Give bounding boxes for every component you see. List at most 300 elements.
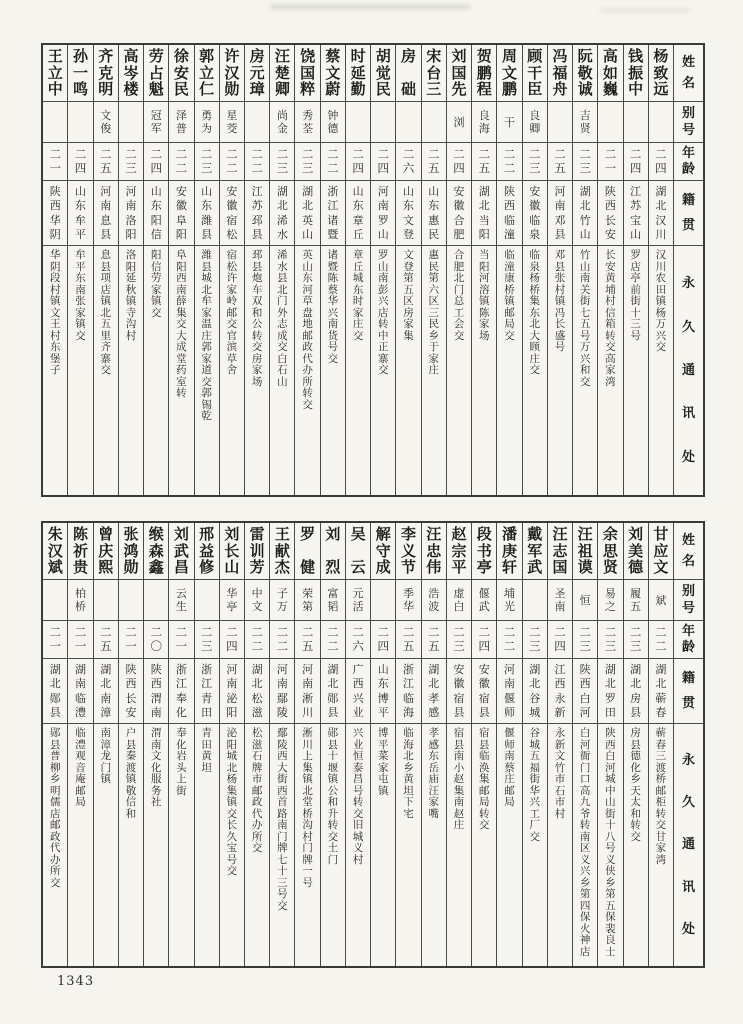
glyph: 汉 — [655, 213, 667, 227]
glyph: 化 — [176, 738, 187, 751]
glyph: 博 — [378, 727, 389, 739]
glyph: 转 — [378, 318, 389, 330]
glyph: 四 — [74, 160, 87, 175]
glyph: 牟 — [75, 249, 86, 261]
person-age — [169, 621, 193, 659]
person-alias — [270, 102, 294, 143]
glyph: 三 — [655, 750, 667, 762]
glyph: 江 — [175, 677, 187, 691]
person-column — [496, 523, 521, 966]
glyph: 山 — [378, 260, 389, 273]
glyph: 成 — [375, 558, 391, 576]
glyph: 卿 — [274, 80, 290, 98]
glyph: 一 — [49, 160, 61, 175]
person-name — [220, 523, 244, 580]
glyph: 致 — [653, 63, 669, 82]
glyph: 牌 — [277, 842, 288, 854]
glyph: 爷 — [579, 807, 591, 820]
glyph: 柜 — [655, 796, 667, 808]
glyph: 华 — [327, 295, 339, 307]
person-alias — [220, 102, 244, 143]
glyph: 鹏 — [476, 63, 492, 82]
glyph: 西 — [605, 738, 616, 751]
person-address — [94, 724, 118, 966]
glyph: 二 — [150, 625, 162, 639]
glyph: 第 — [403, 272, 414, 284]
glyph: 镇 — [504, 295, 515, 307]
glyph: 安 — [453, 662, 465, 676]
glyph: 政 — [251, 796, 263, 808]
glyph: 刘 — [628, 525, 644, 543]
person-name — [649, 523, 673, 580]
glyph: 青 — [201, 727, 212, 739]
glyph: 四 — [554, 638, 566, 653]
person-origin — [144, 659, 168, 724]
glyph: 石 — [554, 784, 566, 797]
scan-artifact — [270, 5, 470, 9]
glyph: 久 — [681, 319, 695, 335]
glyph: 山 — [302, 260, 313, 273]
glyph: 当 — [478, 249, 490, 261]
glyph: 北 — [655, 677, 667, 691]
glyph: 孝 — [428, 727, 440, 739]
glyph: 健 — [300, 558, 316, 576]
person-column — [597, 523, 622, 966]
glyph: 明 — [98, 80, 114, 98]
glyph: 县 — [554, 260, 566, 273]
glyph: 久 — [681, 795, 695, 811]
glyph: 罗 — [630, 249, 641, 261]
glyph: 孝 — [428, 691, 440, 705]
person-column — [345, 523, 370, 966]
person-origin — [169, 181, 193, 246]
person-name — [68, 523, 92, 580]
glyph: 五 — [301, 638, 314, 653]
glyph: 江 — [251, 184, 263, 198]
glyph: 光 — [503, 600, 515, 613]
glyph: 肥 — [453, 260, 465, 273]
person-name — [624, 45, 648, 102]
glyph: 平 — [451, 558, 467, 576]
person-alias — [649, 102, 673, 143]
glyph: 兴 — [529, 796, 540, 808]
person-origin — [396, 659, 420, 724]
glyph: 临 — [529, 249, 540, 261]
glyph: 三 — [528, 160, 541, 175]
glyph: 乡 — [579, 876, 591, 889]
glyph: 松 — [226, 260, 238, 273]
glyph: 丘 — [352, 228, 364, 242]
glyph: 工 — [453, 306, 465, 319]
person-column — [320, 45, 345, 495]
glyph: 二 — [352, 147, 364, 161]
glyph: 勇 — [201, 109, 213, 122]
glyph: 四 — [478, 638, 490, 653]
glyph: 活 — [352, 600, 364, 613]
person-alias — [346, 102, 370, 143]
person-alias — [598, 102, 622, 143]
glyph: 三 — [630, 318, 641, 330]
glyph: 泽 — [175, 109, 187, 122]
person-alias — [624, 580, 648, 621]
glyph: 明 — [50, 784, 61, 797]
person-column — [269, 523, 294, 966]
person-alias — [472, 102, 496, 143]
person-address — [573, 246, 597, 495]
glyph: 西 — [49, 199, 61, 213]
glyph: 浙 — [201, 662, 213, 676]
glyph: 二 — [579, 625, 591, 639]
person-origin — [649, 659, 673, 724]
glyph: 渡 — [125, 761, 137, 774]
glyph: 西 — [503, 199, 515, 213]
person-name — [649, 45, 673, 102]
glyph: 偃 — [503, 691, 515, 705]
glyph: 和 — [327, 796, 339, 808]
glyph: 村 — [554, 807, 566, 820]
person-origin — [447, 659, 471, 724]
glyph: 镇 — [226, 796, 238, 808]
person-origin — [447, 181, 471, 246]
glyph: 门 — [100, 761, 111, 774]
glyph: 交 — [201, 375, 212, 388]
glyph: 交 — [226, 318, 238, 330]
person-origin — [245, 659, 269, 724]
glyph: 下 — [403, 796, 414, 808]
glyph: 永 — [681, 276, 695, 292]
glyph: 邓 — [554, 213, 566, 227]
person-name — [548, 45, 572, 102]
glyph: 南 — [377, 199, 389, 213]
glyph: 础 — [401, 80, 417, 98]
person-name — [497, 45, 521, 102]
glyph: 四 — [629, 160, 642, 175]
glyph: 堡 — [50, 352, 61, 365]
glyph: 镇 — [150, 295, 162, 307]
glyph: 化 — [150, 761, 162, 774]
glyph: 项 — [100, 272, 111, 284]
person-alias — [68, 102, 92, 143]
glyph: 华 — [226, 587, 238, 600]
glyph: 草 — [226, 352, 238, 365]
person-column — [623, 45, 648, 495]
glyph: 金 — [276, 122, 288, 135]
glyph: 县 — [478, 738, 490, 751]
glyph: 舟 — [552, 80, 568, 98]
glyph: 三 — [125, 160, 137, 175]
person-address — [195, 724, 219, 966]
person-column — [67, 45, 92, 495]
glyph: 五 — [99, 638, 112, 653]
glyph: 永 — [554, 727, 566, 739]
glyph: 区 — [579, 842, 591, 854]
header-address-label — [674, 246, 703, 495]
person-name — [295, 45, 319, 102]
glyph: 滨 — [226, 341, 238, 353]
glyph: 九 — [579, 796, 591, 808]
glyph: 泌 — [226, 691, 238, 705]
glyph: 二 — [377, 147, 390, 161]
person-name — [371, 45, 395, 102]
glyph: 村 — [125, 329, 137, 342]
person-age — [270, 621, 294, 659]
glyph: 南 — [176, 283, 187, 296]
glyph: 彭 — [378, 283, 389, 296]
glyph: 训 — [249, 541, 265, 560]
glyph: 代 — [251, 807, 263, 820]
glyph: 临 — [403, 727, 414, 739]
glyph: 诸 — [327, 213, 339, 227]
glyph: 松 — [251, 727, 263, 739]
person-name — [119, 523, 143, 580]
glyph: 张 — [123, 525, 139, 543]
person-age — [43, 143, 67, 181]
glyph: 立 — [47, 63, 63, 82]
glyph: 四 — [377, 638, 390, 653]
glyph: 名 — [681, 76, 695, 92]
glyph: 春 — [655, 738, 667, 751]
glyph: 宝 — [630, 213, 642, 227]
glyph: 三 — [276, 160, 289, 175]
glyph: 陈 — [478, 306, 490, 319]
glyph: 转 — [630, 819, 641, 831]
glyph: 二 — [377, 625, 390, 639]
glyph: 白 — [579, 691, 591, 705]
person-column — [421, 45, 446, 495]
glyph: 苏 — [251, 199, 263, 213]
glyph: 生 — [175, 600, 187, 613]
glyph: 雷 — [249, 525, 265, 543]
person-alias — [371, 580, 395, 621]
glyph: 第 — [302, 600, 314, 613]
glyph: 阮 — [577, 47, 593, 65]
glyph: 县 — [630, 706, 642, 720]
glyph: 前 — [630, 283, 641, 296]
glyph: 田 — [604, 706, 616, 720]
person-address — [447, 724, 471, 966]
glyph: 贯 — [681, 695, 695, 711]
glyph: 西 — [277, 750, 288, 762]
glyph: 店 — [579, 945, 591, 958]
glyph: 三 — [277, 876, 288, 889]
glyph: 北 — [49, 677, 61, 691]
person-name — [144, 523, 168, 580]
glyph: 义 — [605, 853, 616, 866]
glyph: 安 — [125, 706, 137, 720]
glyph: 贯 — [681, 217, 695, 233]
person-origin — [598, 181, 622, 246]
glyph: 立 — [199, 63, 215, 82]
person-column — [471, 523, 496, 966]
glyph: 杨 — [529, 272, 540, 284]
glyph: 罗 — [378, 249, 389, 261]
glyph: 店 — [50, 807, 61, 820]
person-age — [119, 621, 143, 659]
glyph: 楚 — [274, 63, 290, 82]
glyph: 二 — [503, 147, 516, 161]
glyph: 北 — [453, 272, 465, 284]
glyph: 陕 — [605, 727, 616, 739]
header-name-label — [674, 45, 703, 102]
glyph: 门 — [277, 295, 288, 307]
glyph: 通 — [681, 362, 695, 378]
glyph: 二 — [402, 147, 415, 161]
person-alias — [523, 580, 547, 621]
person-column — [648, 523, 673, 966]
glyph: 湾 — [605, 375, 616, 388]
person-age — [447, 621, 471, 659]
glyph: 徽 — [453, 677, 465, 691]
glyph: 河 — [226, 662, 238, 676]
glyph: 潼 — [504, 260, 515, 273]
glyph: 阳 — [176, 260, 187, 273]
glyph: 刘 — [224, 525, 240, 543]
glyph: 北 — [277, 283, 288, 296]
person-alias — [43, 580, 67, 621]
person-address — [422, 246, 446, 495]
glyph: 新 — [554, 738, 566, 751]
glyph: 湖 — [276, 184, 288, 198]
person-alias — [447, 102, 471, 143]
glyph: 阳 — [478, 228, 490, 242]
glyph: 太 — [630, 796, 641, 808]
glyph: 号 — [681, 601, 695, 617]
glyph: 里 — [100, 329, 111, 342]
person-age — [649, 143, 673, 181]
glyph: 长 — [224, 541, 240, 560]
glyph: 山 — [630, 228, 642, 242]
glyph: 七 — [277, 853, 288, 866]
glyph: 奉 — [175, 691, 187, 705]
glyph: 交 — [251, 341, 263, 353]
glyph: 保 — [605, 911, 616, 923]
glyph: 门 — [277, 830, 288, 843]
glyph: 竹 — [554, 761, 566, 774]
person-column — [522, 45, 547, 495]
glyph: 良 — [478, 109, 490, 122]
glyph: 军 — [527, 541, 543, 560]
glyph: 登 — [403, 260, 414, 273]
glyph: 县 — [251, 260, 263, 273]
glyph: 三 — [426, 80, 442, 98]
glyph: 戴 — [527, 525, 543, 543]
glyph: 郧 — [327, 727, 339, 739]
glyph: 璋 — [249, 80, 265, 98]
glyph: 文 — [653, 558, 669, 576]
glyph: 文 — [403, 213, 415, 227]
glyph: 北 — [327, 677, 339, 691]
glyph: 中 — [378, 329, 389, 342]
person-age — [321, 143, 345, 181]
person-age — [245, 143, 269, 181]
glyph: 张 — [75, 295, 86, 307]
person-column — [43, 523, 67, 966]
glyph: 孙 — [72, 47, 88, 65]
person-origin — [68, 181, 92, 246]
glyph: 农 — [655, 272, 667, 284]
glyph: 宿 — [453, 727, 465, 739]
glyph: 家 — [403, 318, 414, 330]
person-column — [496, 45, 521, 495]
glyph: 义 — [352, 842, 364, 854]
glyph: 市 — [554, 773, 566, 785]
glyph: 北 — [428, 677, 440, 691]
glyph: 房 — [630, 727, 641, 739]
glyph: 姓 — [681, 54, 695, 70]
glyph: 房 — [251, 352, 263, 365]
glyph: 兴 — [579, 865, 591, 877]
glyph: 二 — [74, 625, 87, 639]
glyph: 关 — [579, 283, 591, 296]
glyph: 宋 — [426, 47, 442, 65]
person-alias — [295, 580, 319, 621]
glyph: 师 — [504, 738, 515, 751]
glyph: 南 — [453, 796, 465, 808]
glyph: 渭 — [150, 727, 162, 739]
glyph: 路 — [277, 807, 288, 820]
glyph: 上 — [176, 773, 187, 785]
glyph: 门 — [327, 853, 339, 866]
person-alias — [396, 580, 420, 621]
person-age — [649, 621, 673, 659]
glyph: 街 — [605, 807, 616, 820]
glyph: 陕 — [125, 662, 137, 676]
glyph: 〇 — [150, 638, 162, 653]
glyph: 村 — [50, 283, 61, 296]
glyph: 竹 — [579, 213, 591, 227]
glyph: 牌 — [302, 853, 313, 866]
glyph: 邢 — [199, 525, 215, 543]
glyph: 三 — [604, 638, 617, 653]
person-column — [168, 45, 193, 495]
glyph: 恒 — [352, 750, 364, 762]
person-alias — [497, 102, 521, 143]
person-column — [194, 45, 219, 495]
person-alias — [422, 580, 446, 621]
glyph: 城 — [352, 272, 364, 284]
person-age — [598, 621, 622, 659]
person-column — [572, 523, 597, 966]
glyph: 淅 — [302, 691, 314, 705]
glyph: 五 — [579, 318, 591, 330]
glyph: 县 — [251, 228, 263, 242]
glyph: 交 — [277, 899, 288, 912]
person-address — [195, 246, 219, 495]
glyph: 岑 — [123, 63, 139, 82]
glyph: 二 — [49, 625, 61, 639]
glyph: 兴 — [352, 691, 364, 705]
glyph: 暨 — [327, 228, 339, 242]
glyph: 东 — [529, 306, 540, 319]
glyph: 西 — [150, 677, 162, 691]
glyph: 赵 — [453, 773, 465, 785]
glyph: 南 — [150, 706, 162, 720]
glyph: 二 — [226, 160, 238, 175]
glyph: 正 — [378, 341, 389, 353]
glyph: 北 — [251, 677, 263, 691]
glyph: 竹 — [579, 249, 591, 261]
glyph: 交 — [302, 398, 313, 411]
glyph: 牟 — [201, 295, 212, 307]
glyph: 中 — [605, 784, 616, 797]
glyph: 民 — [428, 228, 440, 242]
glyph: 福 — [552, 63, 568, 82]
glyph: 浏 — [453, 115, 465, 129]
person-age — [295, 621, 319, 659]
glyph: 阜 — [175, 213, 187, 227]
person-origin — [321, 181, 345, 246]
glyph: 徽 — [478, 677, 490, 691]
